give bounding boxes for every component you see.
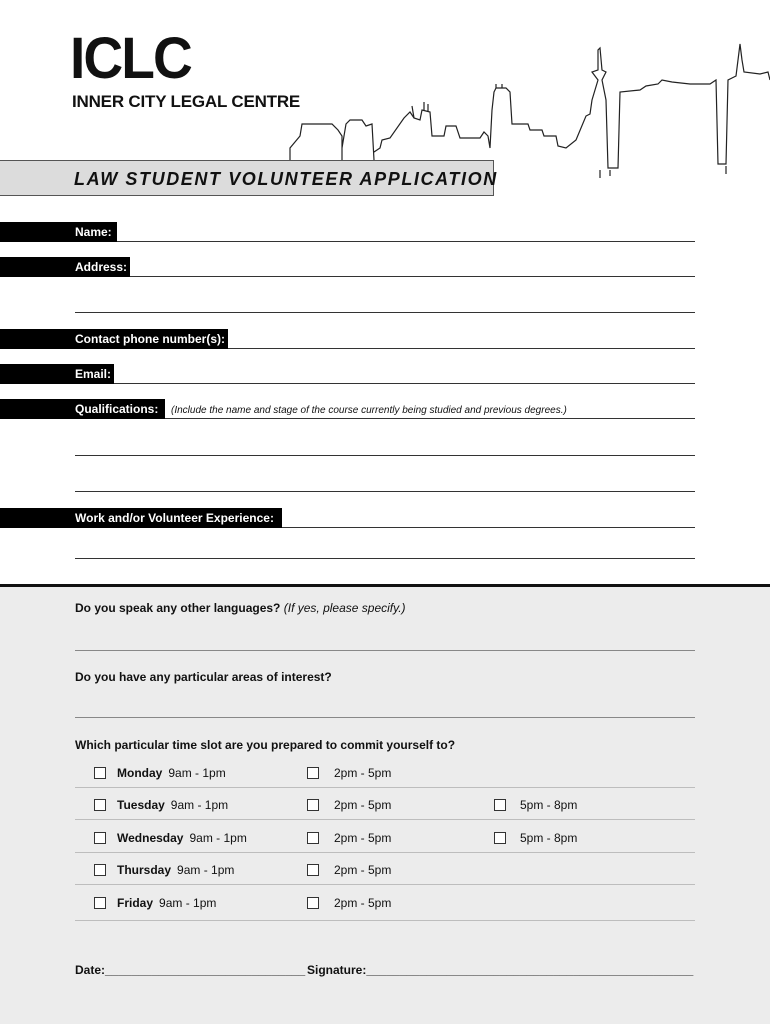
- date-field[interactable]: Date:______________________________: [75, 963, 306, 977]
- thursday-afternoon-checkbox[interactable]: [307, 864, 319, 876]
- friday-day-label: Friday: [117, 896, 154, 910]
- name-field[interactable]: [117, 241, 695, 242]
- form-title: LAW STUDENT VOLUNTEER APPLICATION: [74, 169, 498, 189]
- friday-afternoon-label: 2pm - 5pm: [334, 896, 392, 910]
- tuesday-morning-time: 9am - 1pm: [170, 798, 229, 812]
- thursday-morning-time: 9am - 1pm: [177, 863, 235, 877]
- experience-field-line-1[interactable]: [282, 527, 695, 528]
- schedule-row-divider: [75, 920, 695, 921]
- thursday-afternoon-label: 2pm - 5pm: [334, 863, 392, 877]
- phone-label: Contact phone number(s):: [75, 332, 225, 346]
- wednesday-afternoon-checkbox[interactable]: [307, 832, 319, 844]
- wednesday-evening-label: 5pm - 8pm: [520, 831, 578, 845]
- tuesday-afternoon-label: 2pm - 5pm: [334, 798, 392, 812]
- languages-question: Do you speak any other languages? (If yes, please specify.): [75, 601, 406, 615]
- tuesday-evening-label: 5pm - 8pm: [520, 798, 578, 812]
- address-field-line-1[interactable]: [130, 276, 695, 277]
- qualifications-field-line-1[interactable]: [165, 418, 695, 419]
- languages-field[interactable]: [75, 650, 695, 651]
- address-label: Address:: [75, 260, 128, 274]
- tuesday-day-label: Tuesday: [117, 798, 165, 812]
- qualifications-field-line-3[interactable]: [75, 491, 695, 492]
- schedule-row-divider: [75, 884, 695, 885]
- wednesday-morning-checkbox[interactable]: [94, 832, 106, 844]
- wednesday-afternoon-label: 2pm - 5pm: [334, 831, 392, 845]
- city-skyline-image: [280, 40, 770, 180]
- wednesday-morning-time: 9am - 1pm: [189, 831, 247, 845]
- interests-question: Do you have any particular areas of interest?: [75, 670, 332, 684]
- qualifications-label: Qualifications:: [75, 402, 159, 416]
- qualifications-field-line-2[interactable]: [75, 455, 695, 456]
- tuesday-afternoon-checkbox[interactable]: [307, 799, 319, 811]
- qualifications-note: (Include the name and stage of the course currently being studied and previous degrees.): [171, 405, 567, 416]
- email-label: Email:: [75, 367, 112, 381]
- timeslot-question: Which particular time slot are you prepared to commit yourself to?: [75, 738, 456, 752]
- wednesday-evening-checkbox[interactable]: [494, 832, 506, 844]
- wednesday-morning-label: [117, 831, 247, 845]
- schedule-row-divider: [75, 852, 695, 853]
- friday-morning-checkbox[interactable]: [94, 897, 106, 909]
- tuesday-evening-checkbox[interactable]: [494, 799, 506, 811]
- experience-label: Work and/or Volunteer Experience:: [75, 511, 274, 525]
- wednesday-day-label: Wednesday: [117, 831, 184, 845]
- signature-field[interactable]: Signature:_________________________________________________: [307, 963, 694, 977]
- friday-morning-time: 9am - 1pm: [159, 896, 217, 910]
- friday-morning-label: [117, 896, 216, 910]
- monday-morning-time: 9am - 1pm: [168, 766, 226, 780]
- monday-morning-checkbox[interactable]: [94, 767, 106, 779]
- interests-field[interactable]: [75, 717, 695, 718]
- schedule-row-divider: [75, 819, 695, 820]
- monday-morning-label: [117, 766, 226, 780]
- thursday-morning-label: [117, 863, 234, 877]
- iclc-logo: ICLC: [70, 26, 191, 91]
- name-label: Name:: [75, 225, 112, 239]
- address-field-line-2[interactable]: [75, 312, 695, 313]
- organisation-name: INNER CITY LEGAL CENTRE: [72, 92, 301, 111]
- email-field[interactable]: [114, 383, 695, 384]
- thursday-day-label: Thursday: [117, 863, 172, 877]
- monday-day-label: Monday: [117, 766, 163, 780]
- tuesday-morning-checkbox[interactable]: [94, 799, 106, 811]
- thursday-morning-checkbox[interactable]: [94, 864, 106, 876]
- phone-field[interactable]: [228, 348, 695, 349]
- tuesday-morning-label: [117, 798, 228, 812]
- schedule-row-divider: [75, 787, 695, 788]
- experience-field-line-2[interactable]: [75, 558, 695, 559]
- friday-afternoon-checkbox[interactable]: [307, 897, 319, 909]
- monday-afternoon-checkbox[interactable]: [307, 767, 319, 779]
- monday-afternoon-label: 2pm - 5pm: [334, 766, 392, 780]
